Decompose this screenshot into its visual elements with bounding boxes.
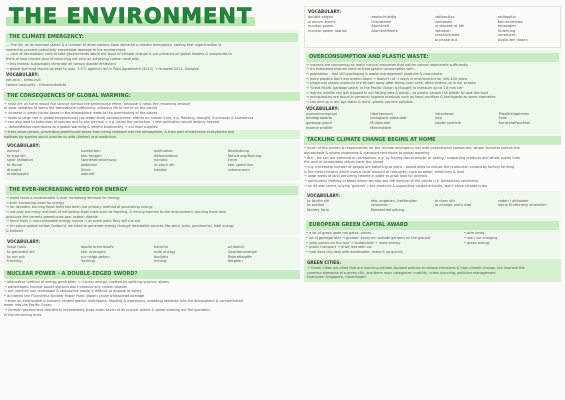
award-columns xyxy=(306,231,559,255)
vocab-cell: verseucht xyxy=(497,33,516,38)
overcons-line: → more plastics don't eat broken down → doesn't rot → stays in environment for 400-450 years xyxy=(306,76,468,81)
tackling-line: & the meat industry which uses a large amount of resources, such as water, medicines & land xyxy=(304,169,465,174)
energy-section xyxy=(4,183,300,236)
vocab-cell: trap xyxy=(434,116,442,121)
overcons-line: → marine wildlife can get trapped in old fishing nets & plastic, as plastic causes the plastic to look like food xyxy=(306,90,489,95)
overcons-line: → single-use plastic products are thrown away after being used once, often ending up in our oceans xyxy=(306,81,476,86)
warming-line: → increase in green house gases in the atmosphere leads to the overheating of the planet xyxy=(4,111,158,116)
vocab-col xyxy=(498,199,558,213)
vocab-title: VOCABULARY: xyxy=(7,143,40,149)
tackling-line: • But – we can put pressure on companies, e.g. by buying less products, or asking / supporting products and whole scales from xyxy=(304,155,521,160)
vocab-col xyxy=(371,15,430,43)
section-header-energy: THE EVER-INCREASING NEED FOR ENERGY xyxy=(6,186,298,195)
overcons-line: → population – last 100 packaging & waste management products & new plastic xyxy=(306,71,443,76)
vocab-col xyxy=(435,15,494,43)
nuclear-line: water into the Pacific Ocean xyxy=(4,303,52,308)
vocab-cell: contaminated xyxy=(434,33,460,38)
overcons-line: → it's estimated that we need to treat plastic consumption with... xyxy=(306,67,417,72)
overcons-line: → can end up in our tap water & drink: plastic particle pollution xyxy=(306,100,414,105)
vocab-cell: endangered xyxy=(7,172,29,177)
vocab-cell: radioaktiv xyxy=(497,15,516,19)
vocab-cell: Strahlung xyxy=(497,28,516,33)
award-item: • low / car charging xyxy=(464,236,498,241)
warming-line: → most life on Earth would not survive without the greenhouse effect, because it helps the remaining amount xyxy=(4,101,191,106)
vocab-cell: nuclear power station xyxy=(308,28,348,33)
vocab-title: VOCABULARY: xyxy=(7,239,40,245)
overcons-line: → humans are consuming so many natural resources that nature cannot regenerate sufficiently xyxy=(306,62,469,67)
vocab-cell: Massentierhaltung xyxy=(370,207,405,212)
section-header-nuclear: NUCLEAR POWER – A DOUBLE-EDGED SWORD? xyxy=(4,270,300,279)
vocab-cell: radioactive xyxy=(434,15,455,19)
vocab-cell: garbage patch xyxy=(306,121,333,126)
vocab-col xyxy=(308,15,367,43)
vocab-cell: zur neige gehen xyxy=(80,254,110,259)
energy-line: & biofuels xyxy=(6,228,24,233)
tackling-line: → large areas of land are being cleared in order to grow food for animals xyxy=(304,174,428,179)
tackling-line: → particularly farming in areas where we also see the survival of the planet (i.e. Amazonian rainforest) xyxy=(304,179,479,184)
vocab-cell: etw. erzeugen xyxy=(80,250,106,255)
vocab-col xyxy=(7,245,77,263)
green-cities-section xyxy=(304,259,561,282)
vocab-cell: deforestation xyxy=(154,153,178,158)
vocab-cell: Kernschmelze xyxy=(497,19,523,24)
vocab-cell: overconsumption xyxy=(306,111,338,116)
tackling-line: → e.g. increasing number of people are switching to plant – based diets to reduce the production caused by factory farming xyxy=(304,165,515,170)
vocab-cell: microbead xyxy=(434,111,454,116)
vocabulary-box-warming xyxy=(4,141,300,181)
vocab-cell: mining xyxy=(154,259,167,264)
award-right-list xyxy=(464,231,559,255)
vocab-cell: Müllstrudel xyxy=(370,121,391,126)
section-header-overconsumption: OVERCONSUMPTION AND PLASTIC WASTE: xyxy=(306,53,559,62)
vocab-cell: etw. angehen, bekämpfen xyxy=(370,198,418,203)
vocab-cell: bedroht xyxy=(80,172,95,177)
section-header-tackling: TACKLING CLIMATE CHANGE BEGINS AT HOME xyxy=(304,136,561,145)
nuclear-line: → even an earthquake & tsunami caused reactor meltdowns, flooding & explosions, releasing radiation into the atmosphere & contaminated xyxy=(4,298,243,303)
energy-line: → fossil fuels = non-renewable energy source → at some point they will run out xyxy=(6,219,141,224)
overcons-line: → 'Great Pacific garbage patch' in the Pacific Ocean is thought to measure up to 1.6 mio km² xyxy=(306,86,464,91)
tackling-line: the land of sustainable values harm the planet xyxy=(304,160,384,165)
climate-line: → this means: sustainably eliminate all carbon dioxide emissions xyxy=(6,61,117,66)
section-header-warming: THE CONSEQUENCES OF GLOBAL WARMING: xyxy=(4,92,300,101)
tackling-line: → on its own terms, buying 'greener' / eco products & supporting causes activists, won't solve climate crisis xyxy=(304,183,488,188)
vocab-cell: Falle xyxy=(498,116,507,121)
vocab-title: VOCABULARY: xyxy=(306,105,339,111)
vocab-cell: biologisch abbaubar xyxy=(370,116,407,121)
vocab-cell: aussterben xyxy=(80,149,101,154)
climate-line: — Lack of declaration: calls to take governments about the issue of climate change & put pressure on global leaders & companies to xyxy=(6,52,232,57)
vocab-col xyxy=(370,112,430,130)
vocab-cell: roden / abholzen xyxy=(498,198,529,203)
vocab-col xyxy=(154,149,224,177)
vocab-cell: marine wildlife xyxy=(306,125,333,130)
overconsumption-section xyxy=(304,50,561,135)
energy-line: → not only are many methods of extracting fossil fuels such as fracking, & mining harmful to the environment, burning them also xyxy=(6,209,226,214)
right-column xyxy=(304,4,561,282)
vocab-cell: biodegradable xyxy=(306,116,332,121)
climate-line: needed to prevent potentially irreversible damage to the environment xyxy=(6,47,126,52)
vocab-col xyxy=(228,149,298,177)
vocab-cell: Bergbau xyxy=(227,259,243,264)
vocab-cell: skizzieren xyxy=(370,203,389,208)
award-item: • a lot of green open hot gates, plants... xyxy=(306,231,375,236)
vocab-col xyxy=(498,15,557,43)
vocab-grid xyxy=(308,15,557,43)
vocab-cell: harvest xyxy=(154,158,168,163)
energy-line: produces the harmful greenhouse gas: carbon dioxide xyxy=(6,214,98,219)
climate-line: think of how climate goal of becoming net zero on achieving carbon neutrality xyxy=(6,57,140,62)
vocab-grid xyxy=(7,149,297,177)
climate-line: → global warming should be kept to max. 1.5°C against rise in Paris Agreement (2015) → renewed 2021, Glasgow xyxy=(6,66,200,71)
vocab-cell: plastic particle xyxy=(434,121,461,126)
nuclear-line: → German government decided to immediately close down seven of its nuclear plants & speed phasing out the operation xyxy=(4,308,211,313)
vocab-cell: double-edged xyxy=(308,15,333,19)
vocab-grid xyxy=(306,112,559,130)
vocab-cell: Ernte xyxy=(227,158,238,163)
section-header-award: EUROPEAN GREEN CAPITAL AWARD xyxy=(306,221,559,230)
nuclear-line: → but uranium non-renewable & radioactive waste is difficult to dispose of safely xyxy=(4,289,142,294)
warming-line: of solar radiation to warm the atmosphere sufficiently, allowing life to thrive on the planet xyxy=(4,106,158,111)
vocab-cell: etw. speichern xyxy=(227,163,254,168)
section-header-climate: THE CLIMATE EMERGENCY: xyxy=(6,33,298,42)
left-column xyxy=(4,4,300,317)
vocab-cell: radiation xyxy=(434,28,451,33)
warming-line: — deforestation contributes to a global warming & helpful biodiversity → our food supplies xyxy=(4,125,158,130)
vocab-cell: seine Ernährung umstellen xyxy=(498,203,547,208)
climate-line: — The UK, as its member states & a number of other nations have declared a climate emergency, stating that urgent action is xyxy=(6,43,222,47)
climate-emergency-section xyxy=(4,30,300,90)
vocab-item: carbon neutrality – klimaneutralität xyxy=(6,82,67,87)
tackling-line: atmosphere & whose shipments & transport contribute to global warming xyxy=(304,150,430,155)
vocab-cell: biofuels xyxy=(154,254,169,259)
vocab-title: VOCABULARY: xyxy=(308,9,341,14)
vocab-cell: nuclear power xyxy=(308,24,334,29)
vocabulary-box-energy xyxy=(4,237,300,267)
vocab-item: net zero – klima-null xyxy=(6,78,41,83)
vocab-cell: fracking xyxy=(80,259,96,264)
nuclear-line: of the remaining ones xyxy=(4,312,42,317)
vocab-cell: Sonneneinstrahlung xyxy=(80,158,117,163)
green-cities-line: Examples: Singapore, Copenhagen xyxy=(307,275,367,280)
vocab-cell: Uranatome xyxy=(371,19,392,24)
warming-line: → leads to large rise in global temperatures (air-water-land) consequences: effects on human lives, e.g. flooding, drought, hurricanes & heatwaves xyxy=(4,115,254,120)
vocab-grid xyxy=(307,199,558,213)
global-warming-section xyxy=(4,92,300,140)
vocab-cell: to trap sth xyxy=(7,153,26,158)
vocab-cell: Biokraftstoffe xyxy=(227,254,252,259)
vocab-cell: to clear sth xyxy=(434,198,455,203)
vocab-cell: Atomkraft xyxy=(371,24,390,29)
vocab-cell: Bestäubung xyxy=(227,149,250,154)
vocab-cell: gedeihen xyxy=(80,163,98,168)
vocab-col xyxy=(307,199,367,213)
warming-line: → can also lead to extinction of species due to our survival → e.g. lethal fire extinction → less pollination would destroy harvest xyxy=(4,120,220,125)
award-item: • bike lanes xyxy=(464,231,485,236)
vocab-cell: harmful xyxy=(154,245,168,250)
vocab-cell: fracking xyxy=(7,259,22,264)
vocab-cell: meltdown xyxy=(434,19,453,24)
vocab-cell: tidal energy xyxy=(154,250,176,255)
green-cities-line: common elements of a green city, and there main categories: mobility, urban planning, pollution management xyxy=(307,270,496,275)
warming-line: → trees store carbon, preventing greenhouse gases from being released into the atmosphere, & then part of extensive ecosystems and xyxy=(4,130,300,135)
tackling-section xyxy=(304,136,561,188)
vocab-cell: to outline xyxy=(307,203,325,208)
vocab-col xyxy=(228,245,298,263)
vocab-cell: fossile brennstoffe xyxy=(80,245,114,250)
vocab-cell: pollination xyxy=(154,149,173,154)
vocab-title: VOCABULARY: xyxy=(307,192,340,198)
vocab-cell: Lebensraum xyxy=(227,167,250,172)
nuclear-line: • alternative method of energy generation = nuclear energy, created by splitting uranium atoms xyxy=(4,279,169,284)
vocab-cell: drought xyxy=(7,167,22,172)
award-item: • green energy xyxy=(464,240,490,245)
page-title: THE ENVIRONMENT xyxy=(6,4,255,28)
vocab-cell: Kunststoffpartikel xyxy=(498,121,531,126)
green-capital-award-section xyxy=(304,218,561,257)
vocab-col xyxy=(7,149,77,177)
vocab-col xyxy=(306,112,366,130)
vocab-cell: to dispose of sth xyxy=(434,24,465,29)
vocab-col xyxy=(435,199,495,213)
warming-line: habitats for species which provide us with (timber) and medicines xyxy=(4,135,300,140)
vocab-cell: to run out xyxy=(7,254,25,259)
vocab-cell: schädlich xyxy=(227,245,245,250)
vocab-cell: entsorgen xyxy=(497,24,516,29)
vocab-cell: etw. fangen xyxy=(80,153,102,158)
vocab-cell: Atomkraftwerk xyxy=(371,28,398,33)
vocab-cell: Überkonsum xyxy=(370,111,393,116)
award-left-list xyxy=(306,231,458,255)
vocab-cell: to thrive xyxy=(7,163,23,168)
vocab-cell: habitat xyxy=(154,167,167,172)
energy-line: → ever increasing need for energy xyxy=(6,200,65,205)
award-item: • how does city deal with wastewater, make it up quickly xyxy=(306,250,404,255)
overcons-line: → microplastics are found in personal hygiene products such as hand sanitiser & toothpaste as some cosmetics xyxy=(306,95,496,100)
vocab-col xyxy=(435,112,495,130)
nuclear-line: • accidents like Fukushima Nuclear Power Plant (Japan) cause widespread damage xyxy=(4,293,145,298)
award-item: • lot of garbage bins → greater: every bin outside gardens on the ground xyxy=(306,236,430,241)
award-item: • public transport → drive less with car xyxy=(306,245,372,250)
vocab-cell: to tackle sth xyxy=(307,198,330,203)
energy-line: → for decades, burning fossil fuels has been our primary method of generating energy xyxy=(6,205,153,210)
vocab-cell: solar radiation xyxy=(7,158,33,163)
nuclear-power-section xyxy=(4,270,300,318)
vocab-cell: Plastikkügelchen xyxy=(498,111,529,116)
energy-line: → world faces a considerable & ever increasing demand for energy xyxy=(6,195,120,200)
vocab-cell: auslaufen lassen xyxy=(497,37,528,42)
energy-line: → to reduce global carbon footprint, we need to generate energy through renewable sources like wind, solar, geothermal, tidal energy xyxy=(6,224,235,229)
award-item: • solar panels on the roof → sustainable → more energy xyxy=(306,240,401,245)
vocab-cell: to generate sth xyxy=(7,250,35,255)
vocab-grid xyxy=(7,245,297,263)
vocab-cell: extinct xyxy=(7,149,20,154)
vocab-col xyxy=(371,199,431,213)
vocab-col xyxy=(81,245,151,263)
vocab-cell: factory farm xyxy=(307,207,330,212)
vocabulary-box-tackling xyxy=(304,191,561,217)
vocab-cell: uranium atoms xyxy=(308,19,336,24)
vocab-cell: fossil fuels xyxy=(7,245,26,250)
vocab-cell: to store sth xyxy=(154,163,175,168)
vocab-title: VOCABULARY: xyxy=(6,72,39,78)
tackling-line: • much of the burden & responsibility for the climate emergency lies with international companies, whose factories pollute the xyxy=(304,146,520,151)
vocab-cell: Dürre xyxy=(80,167,91,172)
vocab-col xyxy=(154,245,224,263)
vocab-cell: Meerestiere xyxy=(370,125,392,130)
green-cities-line: → Green Cities are cities that are reaching climate-focused policies to reduce emissions & high climate change, but improve the xyxy=(307,265,525,270)
nuclear-line: → advantages: nuclear power stations don't produce any carbon dioxide xyxy=(4,284,127,289)
vocabulary-box-nuclear xyxy=(304,6,561,48)
vocab-cell: Abholzung/Rodung xyxy=(227,153,262,158)
vocab-col xyxy=(499,112,559,130)
vocab-cell: zweischneidig xyxy=(371,15,397,19)
vocab-cell: Gezeitenenergie xyxy=(227,250,258,255)
vocab-cell: to phase out xyxy=(434,37,458,42)
vocab-cell: to change one's diet xyxy=(434,203,472,208)
vocab-col xyxy=(81,149,151,177)
green-cities-title: GREEN CITIES: xyxy=(307,259,341,265)
